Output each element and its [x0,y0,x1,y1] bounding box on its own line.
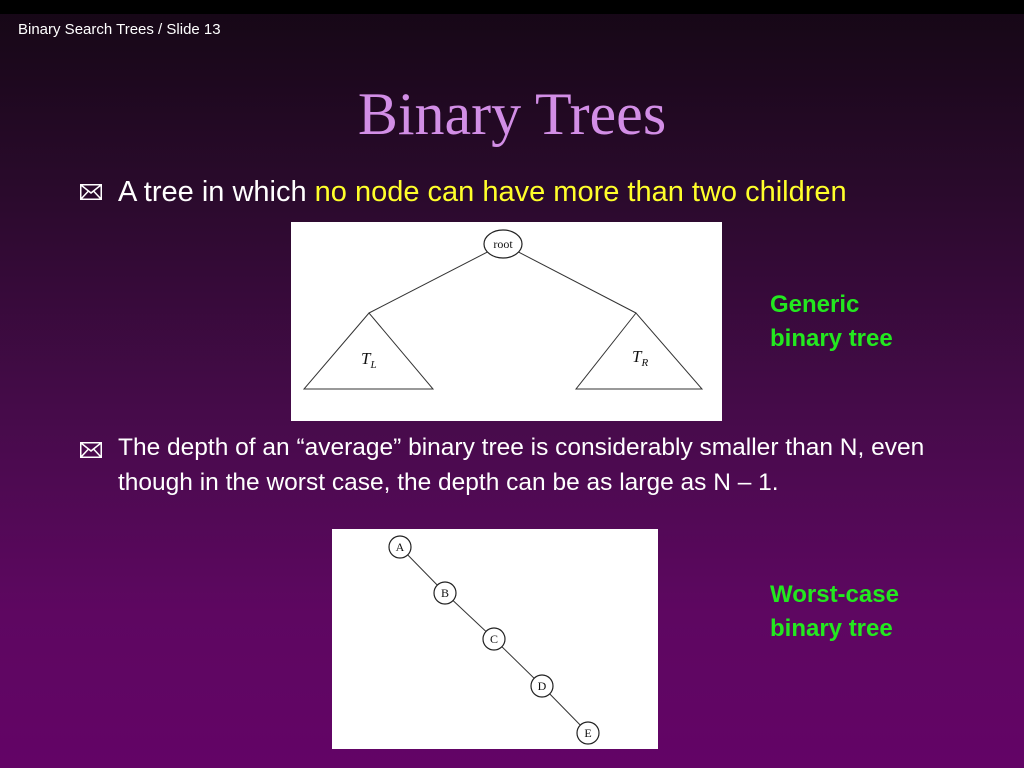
envelope-icon [80,442,102,458]
root-label: root [493,237,513,251]
worst-case-binary-tree-figure [332,529,658,749]
worst-case-tree-caption [770,578,899,646]
generic-tree-caption-line2: binary tree [770,325,893,352]
right-edge [503,244,636,313]
right-subtree-label-sub: R [641,357,649,369]
worst-case-caption-line1: Worst-case [770,581,899,608]
generic-tree-caption-line1: Generic [770,291,860,318]
top-bar [0,0,1024,14]
node-a-label: A [395,540,405,554]
bullet-text-1-highlight: no node can have more than two children [314,176,847,208]
left-subtree-label-sub: L [370,359,377,371]
generic-tree-caption [770,288,893,356]
slide-header: Binary Search Trees / Slide 13 [18,21,221,38]
generic-binary-tree-figure [291,222,722,421]
envelope-icon [80,184,102,200]
bullet-text-2: The depth of an “average” binary tree is considerably smaller than N, even though in the worst case, the depth can be as large as N – 1. [118,434,925,496]
right-subtree-label-main: T [632,347,642,366]
bullet-text-1-plain: A tree in which [118,176,315,208]
node-d-label: D [537,679,547,693]
left-subtree-label-main: T [361,349,371,368]
slide-title: Binary Trees [357,81,667,147]
bullet-text-1 [118,171,908,213]
node-c-label: C [489,632,499,646]
node-b-label: B [440,586,450,600]
left-edge [369,244,503,313]
worst-case-caption-line2: binary tree [770,615,893,642]
node-e-label: E [584,726,592,740]
